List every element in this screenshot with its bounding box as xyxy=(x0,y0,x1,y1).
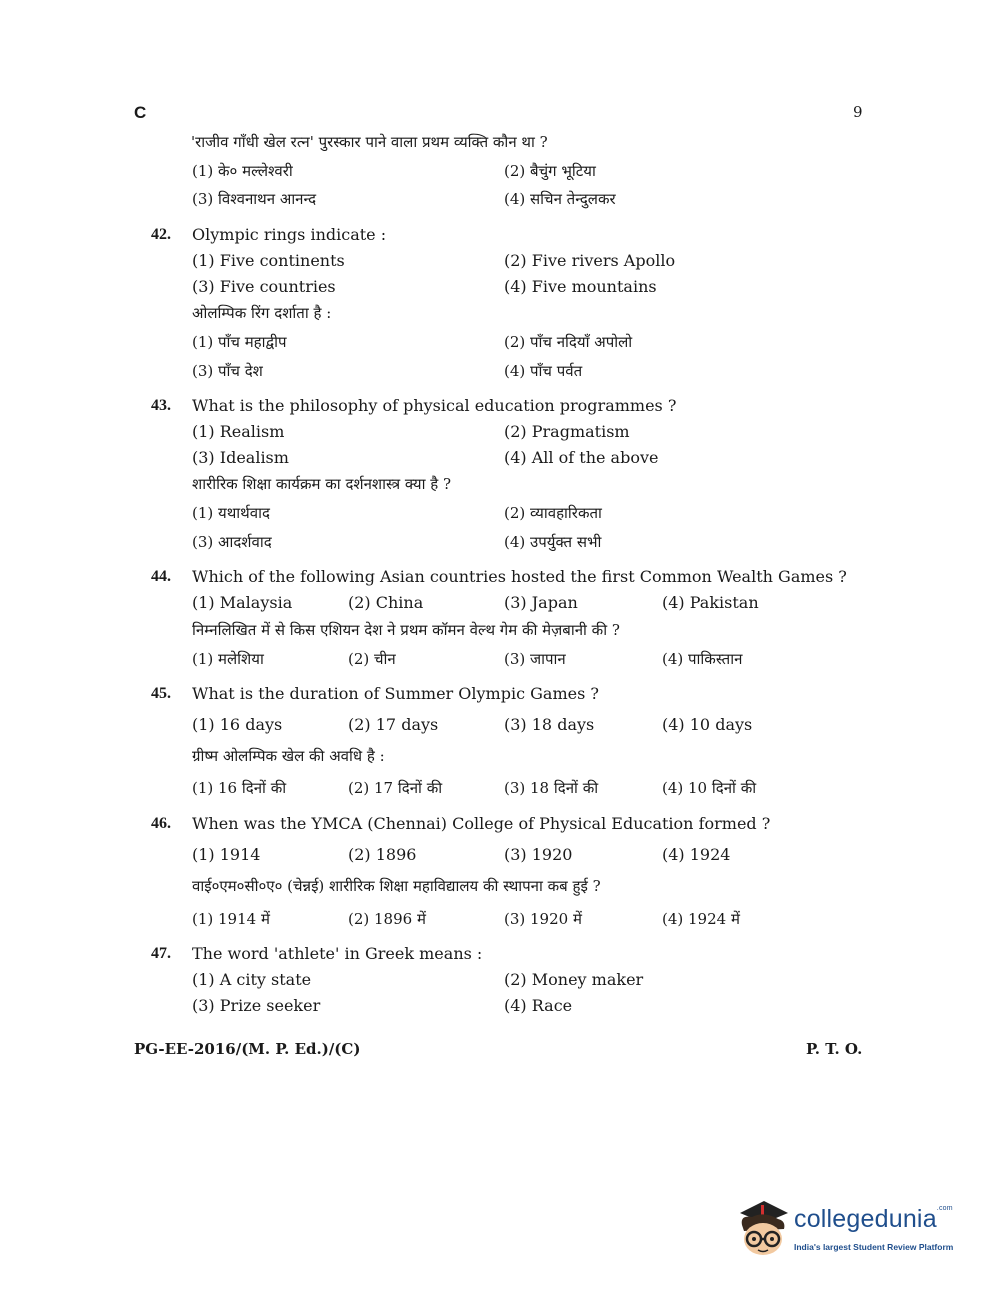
q43-option-3-hi: (3) आदर्शवाद xyxy=(192,533,272,551)
q47-number: 47. xyxy=(151,945,171,962)
q42-option-2: (2) Five rivers Apollo xyxy=(504,251,676,270)
q43-option-3: (3) Idealism xyxy=(192,448,289,467)
q41-option-3-hi: (3) विश्वनाथन आनन्द xyxy=(192,190,317,208)
q43-option-1-hi: (1) यथार्थवाद xyxy=(192,504,270,522)
q41-option-4-hi: (4) सचिन तेन्दुलकर xyxy=(504,190,616,208)
q44-option-4: (4) Pakistan xyxy=(662,593,759,612)
q47-text: The word 'athlete' in Greek means : xyxy=(192,944,483,963)
q45-option-4-hi: (4) 10 दिनों की xyxy=(662,779,757,797)
q47-option-3: (3) Prize seeker xyxy=(192,996,321,1015)
q45-option-3: (3) 18 days xyxy=(504,715,595,734)
mascot-icon xyxy=(734,1195,792,1261)
q44-hindi-text: निम्नलिखित में से किस एशियन देश ने प्रथम कॉमन वेल्थ गेम की मेज़बानी की ? xyxy=(192,621,620,639)
q44-text: Which of the following Asian countries hosted the first Common Wealth Games ? xyxy=(192,567,847,586)
q46-text: When was the YMCA (Chennai) College of Physical Education formed ? xyxy=(192,814,771,833)
q42-option-1-hi: (1) पाँच महाद्वीप xyxy=(192,333,287,351)
q44-option-4-hi: (4) पाकिस्तान xyxy=(662,650,743,668)
q43-option-4-hi: (4) उपर्युक्त सभी xyxy=(504,533,602,551)
q42-option-1: (1) Five continents xyxy=(192,251,345,270)
q45-option-2: (2) 17 days xyxy=(348,715,439,734)
q47-option-2: (2) Money maker xyxy=(504,970,644,989)
q46-option-2-hi: (2) 1896 में xyxy=(348,910,426,928)
collegedunia-logo xyxy=(734,1195,964,1265)
q43-option-1: (1) Realism xyxy=(192,422,285,441)
page-number: 9 xyxy=(853,103,863,121)
q44-option-2-hi: (2) चीन xyxy=(348,650,396,668)
q44-option-1-hi: (1) मलेशिया xyxy=(192,650,264,668)
logo-name: collegedunia xyxy=(794,1205,937,1233)
q45-text: What is the duration of Summer Olympic Games ? xyxy=(192,684,599,703)
q42-number: 42. xyxy=(151,226,171,243)
q42-option-3: (3) Five countries xyxy=(192,277,336,296)
q46-option-3-hi: (3) 1920 में xyxy=(504,910,582,928)
q47-option-4: (4) Race xyxy=(504,996,573,1015)
q46-option-4: (4) 1924 xyxy=(662,845,731,864)
q43-option-4: (4) All of the above xyxy=(504,448,659,467)
q46-option-4-hi: (4) 1924 में xyxy=(662,910,740,928)
q41-option-1-hi: (1) के० मल्लेश्वरी xyxy=(192,162,293,180)
q42-hindi-text: ओलम्पिक रिंग दर्शाता है : xyxy=(192,304,332,322)
q44-option-3: (3) Japan xyxy=(504,593,578,612)
q42-option-3-hi: (3) पाँच देश xyxy=(192,362,263,380)
q43-hindi-text: शारीरिक शिक्षा कार्यक्रम का दर्शनशास्त्र क्या है ? xyxy=(192,475,452,493)
q45-option-1: (1) 16 days xyxy=(192,715,283,734)
q46-option-2: (2) 1896 xyxy=(348,845,417,864)
q46-number: 46. xyxy=(151,815,171,832)
q46-option-3: (3) 1920 xyxy=(504,845,573,864)
logo-wordmark xyxy=(794,1205,953,1234)
q41-hindi-text: 'राजीव गाँधी खेल रत्न' पुरस्कार पाने वाला प्रथम व्यक्ति कौन था ? xyxy=(191,133,548,151)
q42-option-4: (4) Five mountains xyxy=(504,277,657,296)
q44-option-1: (1) Malaysia xyxy=(192,593,293,612)
q42-option-2-hi: (2) पाँच नदियाँ अपोलो xyxy=(504,333,633,351)
logo-suffix: .com xyxy=(936,1205,953,1212)
q47-option-1: (1) A city state xyxy=(192,970,312,989)
q46-option-1-hi: (1) 1914 में xyxy=(192,910,270,928)
q45-number: 45. xyxy=(151,685,171,702)
q43-text: What is the philosophy of physical education programmes ? xyxy=(192,396,677,415)
q43-option-2: (2) Pragmatism xyxy=(504,422,630,441)
q44-option-3-hi: (3) जापान xyxy=(504,650,566,668)
q42-option-4-hi: (4) पाँच पर्वत xyxy=(504,362,583,380)
paper-code: PG-EE-2016/(M. P. Ed.)/(C) xyxy=(134,1040,361,1058)
q46-hindi-text: वाई०एम०सी०ए० (चेन्नई) शारीरिक शिक्षा महाविद्यालय की स्थापना कब हुई ? xyxy=(192,877,601,895)
logo-tagline: India's largest Student Review Platform xyxy=(794,1242,954,1252)
q43-number: 43. xyxy=(151,397,171,414)
q44-number: 44. xyxy=(151,568,171,585)
q45-option-1-hi: (1) 16 दिनों की xyxy=(192,779,287,797)
q45-option-3-hi: (3) 18 दिनों की xyxy=(504,779,599,797)
pto-label: P. T. O. xyxy=(806,1040,863,1058)
q41-option-2-hi: (2) बैचुंग भूटिया xyxy=(504,162,596,180)
q46-option-1: (1) 1914 xyxy=(192,845,261,864)
q45-option-4: (4) 10 days xyxy=(662,715,753,734)
q42-text: Olympic rings indicate : xyxy=(192,225,387,244)
q44-option-2: (2) China xyxy=(348,593,424,612)
q45-hindi-text: ग्रीष्म ओलम्पिक खेल की अवधि है : xyxy=(192,747,385,765)
q43-option-2-hi: (2) व्यावहारिकता xyxy=(504,504,602,522)
q45-option-2-hi: (2) 17 दिनों की xyxy=(348,779,443,797)
set-label: C xyxy=(134,103,147,122)
